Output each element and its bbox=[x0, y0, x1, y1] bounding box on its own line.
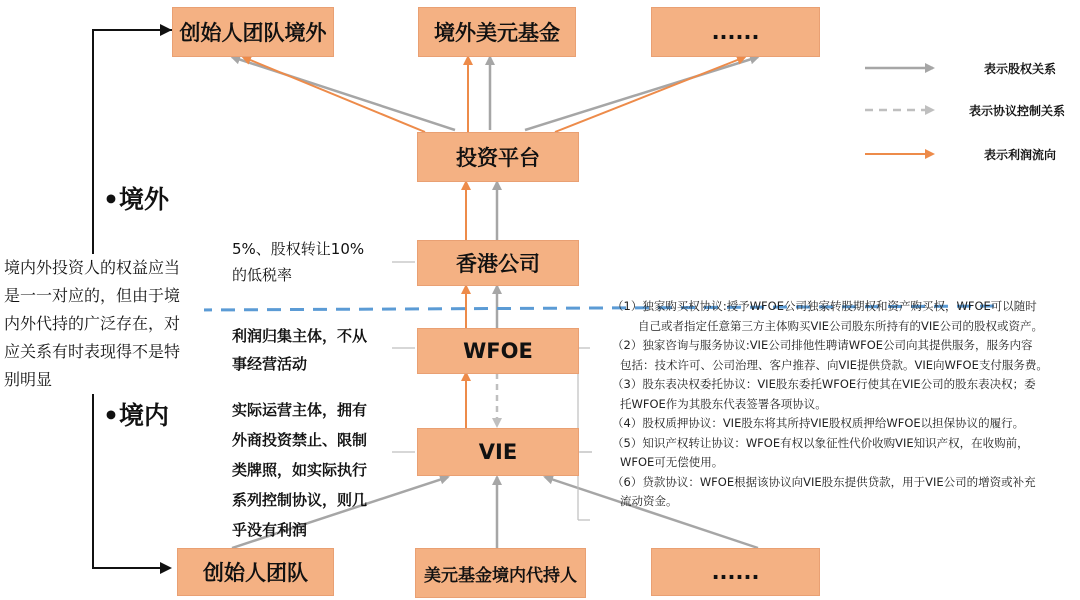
agreement-line: WFOE可无偿使用。 bbox=[620, 455, 724, 469]
offshore-label: •境外 bbox=[103, 185, 169, 214]
wfoe-note bbox=[232, 322, 367, 378]
vie-note bbox=[232, 395, 367, 545]
vie-note-line: 实际运营主体，拥有 bbox=[232, 401, 368, 419]
vie-note-line: 外商投资禁止、限制 bbox=[232, 431, 368, 449]
agreement-line: 包括：技术许可、公司治理、客户推荐、向VIE提供贷款。VIE向WFOE支付服务费。 bbox=[620, 357, 1048, 372]
box-usd-fund-nominee: 美元基金境内代持人 bbox=[415, 548, 586, 598]
agreement-line: （3）股东表决权委托协议：VIE股东委托WFOE行使其在VIE公司的股东表决权；委 bbox=[612, 377, 1036, 391]
legend-equity-label: 表示股权关系 bbox=[984, 62, 1057, 76]
hk-note-line: 5%、股权转让10% bbox=[232, 240, 365, 258]
agreements-list bbox=[612, 297, 1067, 512]
left-note-line: 内外代持的广泛存在，对 bbox=[4, 314, 181, 333]
box-investment-platform: 投资平台 bbox=[417, 132, 579, 182]
wfoe-note-line: 利润归集主体，不从 bbox=[232, 327, 368, 345]
legend-agreement-label: 表示协议控制关系 bbox=[969, 104, 1066, 118]
agreement-line: 托WFOE作为其股东代表签署各项协议。 bbox=[620, 396, 827, 411]
agreement-line: （1）独家购买权协议:授予WFOE公司独家转股期权和资产购买权，WFOE可以随时 bbox=[612, 299, 1037, 313]
box-ellipsis-top: ...... bbox=[651, 7, 820, 57]
agreement-line: 流动资金。 bbox=[620, 494, 678, 508]
agreement-line: （5）知识产权转让协议：WFOE有权以象征性代价收购VIE知识产权，在收购前， bbox=[612, 435, 1029, 450]
left-note-line: 别明显 bbox=[4, 370, 53, 389]
box-wfoe: WFOE bbox=[417, 328, 579, 374]
vie-note-line: 系列控制协议，则几 bbox=[232, 491, 368, 509]
profit-arrow-platform-founder bbox=[243, 57, 425, 132]
box-founder-team: 创始人团队 bbox=[177, 548, 334, 596]
hk-note bbox=[232, 236, 364, 288]
agreement-line: （4）股权质押协议：VIE股东将其所持VIE股权质押给WFOE以担保协议的履行。 bbox=[612, 416, 1025, 430]
agreement-line: （6）贷款协议：WFOE根据该协议向VIE股东提供贷款，用于VIE公司的增资或补充 bbox=[612, 474, 1036, 489]
box-usd-fund-offshore: 境外美元基金 bbox=[418, 7, 576, 57]
agreement-line: 自己或者指定任意第三方主体购买VIE公司股东所持有的VIE公司的股权或资产。 bbox=[638, 318, 1044, 333]
left-note-line: 是一一对应的，但由于境 bbox=[4, 286, 181, 305]
wfoe-note-line: 事经营活动 bbox=[232, 355, 308, 373]
legend-profit-label: 表示利润流向 bbox=[984, 148, 1057, 162]
box-ellipsis-bottom: ...... bbox=[651, 548, 820, 596]
profit-arrow-platform-others bbox=[555, 57, 745, 132]
equity-arrow-platform-founder bbox=[232, 57, 455, 130]
equity-arrow-platform-others bbox=[525, 57, 758, 130]
left-note-line: 应关系有时表现得不是特 bbox=[4, 342, 181, 361]
agreement-line: （2）独家咨询与服务协议:VIE公司排他性聘请WFOE公司向其提供服务，服务内容 bbox=[612, 338, 1033, 352]
left-note-line: 境内外投资人的权益应当 bbox=[4, 258, 181, 277]
box-vie: VIE bbox=[417, 428, 579, 476]
box-founder-team-offshore: 创始人团队境外 bbox=[172, 7, 334, 57]
box-hk-company: 香港公司 bbox=[417, 240, 579, 286]
vie-note-line: 类牌照，如实际执行 bbox=[232, 461, 368, 479]
hk-note-line: 的低税率 bbox=[232, 266, 293, 284]
onshore-label: •境内 bbox=[103, 401, 169, 430]
agreements-bracket bbox=[578, 348, 592, 520]
vie-note-line: 乎没有利润 bbox=[232, 521, 308, 539]
left-note bbox=[4, 254, 204, 394]
